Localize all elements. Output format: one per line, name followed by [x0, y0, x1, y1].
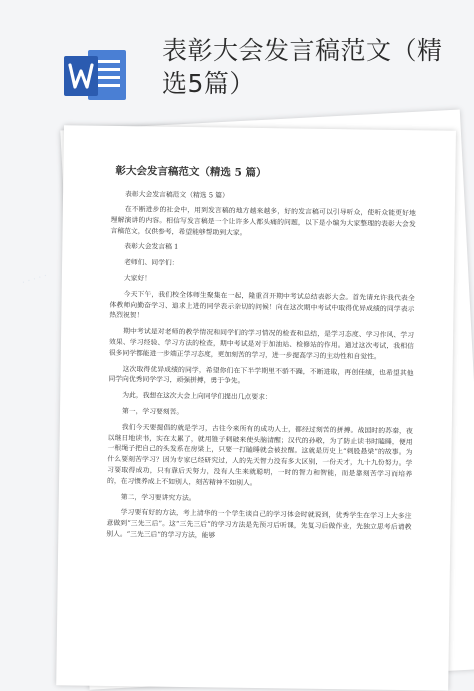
paragraph-6: 学习要有好的方法，考上清华的一个学生谈自己的学习体会时就说到，优秀学生在学习上大多注意做到“三先三后”。这“三先三后”的学习方法是先预习后听课，先复习后做作业，先独立思考后请教别人。“三先三后”的学习方法，能够 — [106, 508, 412, 540]
title-banner — [0, 0, 474, 125]
document-title: 彰大会发言稿范文（精选 5 篇） — [115, 164, 267, 180]
intro-paragraph: 在不断进步的社会中，用到发言稿的地方越来越多，好的发言稿可以引导听众，使听众能更好地理解演讲的内容。相信写发言稿是一个让许多人都头痛的问题，以下是小编为大家整理的表彰大会发言稿范文，仅供参考，希望能够帮助到大家。 — [110, 205, 416, 237]
paragraph-2: 期中考试是对老师的教学情况和同学们的学习情况的检查和总结，是学习态度、学习作风、学习效果、学习经验、学习方法的检查，期中考试是对于加油站、检修站的作用。通过这次考试，我相信很多同学都能进一步端正学习态度，更加刻苦的学习，进一步提高学习的主动性和自觉性。 — [108, 327, 415, 361]
paragraph-3: 这次取得优异成绩的同学，希望你们在下半学期里不骄不躁，不断进取，再创佳绩，也希望其他同学向优秀同学学习，顽强拼搏，勇于争先。 — [108, 364, 414, 386]
watermark: · · · · · — [20, 271, 49, 289]
paragraph-1: 今天下午，我们校全体师生聚集在一起，隆重召开期中考试总结表彰大会。首先请允许我代表全体教师向勤奋学习、追求上进的同学表示亲切的问候！向在这次期中考试中取得优异成绩的同学表示热烈祝贺！ — [109, 289, 415, 320]
document-content — [106, 164, 416, 544]
banner-title: 表彰大会发言稿范文（精选5篇） — [162, 36, 443, 98]
word-icon — [64, 48, 128, 104]
point-1-heading: 第一，学习要刻苦。 — [121, 407, 184, 416]
document-page — [20, 125, 456, 690]
point-2-heading: 第二，学习要讲究方法。 — [120, 492, 196, 502]
paragraph-5: 我们今天要提倡的就是学习，古往今来所有的成功人士，都经过刻苦的拼搏。战国时的苏秦，夜以继日地读书，实在太累了，就用锥子刺破来使头脑清醒；汉代的孙敬，为了防止读书时瞌睡，便用一根绳子把自己的头发系在房梁上，只要一打瞌睡就会被拉醒。这就是历史上“刺股悬梁”的故事。为什么要刻苦学习？因为专家已经研究过，人的先天智力没有多大区别，一份天才，九十九份努力。学习要取得成功，只有靠后天努力，没有人生来就聪明，一时的智力和智能，而是靠刻苦学习而培养的，在习惯养成上不如别人，刻苦精神不如别人。 — [107, 422, 413, 487]
paragraph-4: 为此，我想在这次大会上向同学们提出几点要求： — [122, 391, 272, 402]
document-subtitle: 表彰大会发言稿范文（精选 5 篇） — [125, 190, 229, 200]
greeting: 老师们、同学们： — [124, 258, 179, 268]
section-heading: 表彰大会发言稿 1 — [124, 242, 179, 252]
hello-line: 大家好！ — [123, 274, 152, 283]
